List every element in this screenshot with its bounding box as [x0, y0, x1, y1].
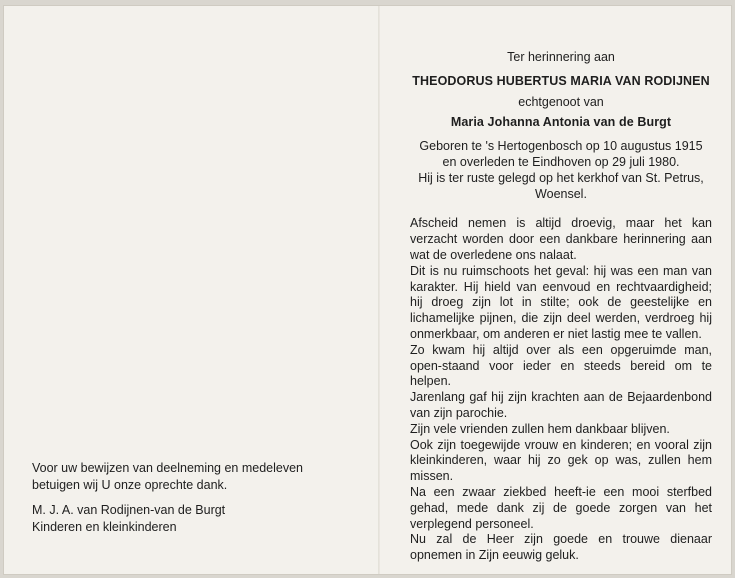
signature-line: Kinderen en kleinkinderen [32, 520, 177, 534]
eulogy-paragraph: Nu zal de Heer zijn goede en trouwe dienaar opnemen in Zijn eeuwig geluk. [410, 532, 712, 563]
detail-line: en overleden te Eindhoven op 29 juli 1980. [442, 154, 680, 169]
eulogy-paragraph: Na een zwaar ziekbed heeft-ie een mooi sterfbed gehad, mede dank zij de goede zorgen van het verplegend personeel. [410, 484, 712, 531]
deceased-name: THEODORUS HUBERTUS MARIA VAN RODIJNEN [412, 73, 710, 88]
eulogy-text [410, 216, 712, 564]
detail-line: Woensel. [535, 186, 587, 201]
detail-line: Geboren te 's Hertogenbosch op 10 augustus 1915 [419, 139, 703, 154]
life-details [410, 139, 712, 202]
signature-line: M. J. A. van Rodijnen-van de Burgt [32, 503, 226, 517]
thanks-section [32, 460, 352, 536]
memorial-card [4, 6, 731, 574]
eulogy-paragraph: Jarenlang gaf hij zijn krachten aan de Bejaardenbond van zijn parochie. [410, 390, 712, 420]
thanks-line: Voor uw bewijzen van deelneming en medeleven [32, 461, 304, 475]
thanks-line: betuigen wij U onze oprechte dank. [32, 478, 228, 492]
spouse-name: Maria Johanna Antonia van de Burgt [450, 115, 672, 130]
eulogy-paragraph: Dit is nu ruimschoots het geval: hij was een man van karakter. Hij hield van eenvoud en rechtvaardigheid; hij droeg zijn lot in stilte; ook de geestelijke en lichamelijke pijnen, die zijn deel werden, verdroeg hij onmerkbaar, om anderen er niet lastig mee te vallen. [410, 263, 712, 341]
eulogy-paragraph: Zo kwam hij altijd over als een opgeruimde man, open-staand voor ieder en steeds bereid om te helpen. [410, 342, 712, 389]
card-fold-line [378, 6, 380, 574]
eulogy-paragraph: Zijn vele vrienden zullen hem dankbaar blijven. [410, 421, 670, 436]
relation-text: echtgenoot van [518, 94, 604, 109]
detail-line: Hij is ter ruste gelegd op het kerkhof van St. Petrus, [418, 170, 704, 185]
intro-text: Ter herinnering aan [507, 50, 615, 64]
eulogy-paragraph: Ook zijn toegewijde vrouw en kinderen; en vooral zijn kleinkinderen, waar hij zo gek op was, zullen hem missen. [410, 437, 712, 484]
eulogy-paragraph: Afscheid nemen is altijd droevig, maar het kan verzacht worden door een dankbare herinnering aan wat de overledene ons nalaat. [410, 216, 712, 262]
memorial-section [410, 50, 712, 564]
